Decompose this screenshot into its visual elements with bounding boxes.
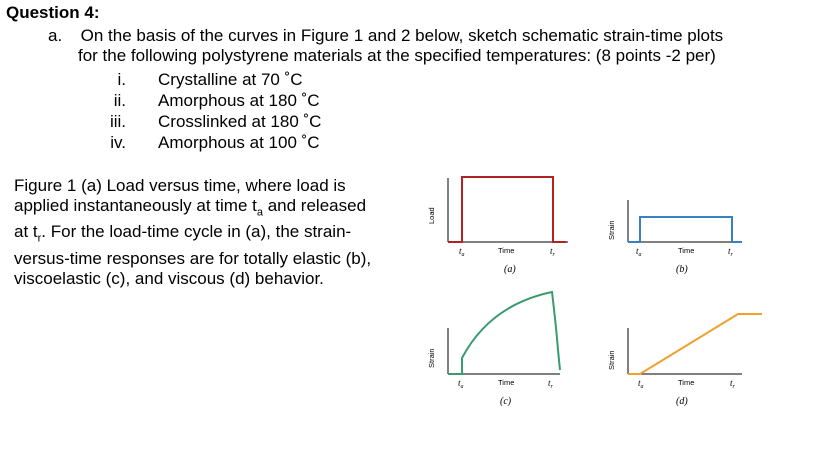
x-axis-label: Time xyxy=(678,246,695,255)
panel-c xyxy=(427,292,560,407)
item-text: Crystalline at 70 ˚C xyxy=(158,70,303,89)
ta-tick: $t_a$ xyxy=(636,246,642,258)
caption-line: Figure 1 (a) Load versus time, where load is xyxy=(14,176,346,195)
strain-curve xyxy=(448,292,560,374)
item-number: iv. xyxy=(110,133,126,152)
strain-curve xyxy=(628,217,742,242)
ta-tick: $t_a$ xyxy=(459,246,465,258)
prompt-text-1: On the basis of the curves in Figure 1 and 2 below, sketch schematic strain-time plots xyxy=(80,26,724,45)
panel-d xyxy=(607,314,762,407)
item-number: i. xyxy=(117,70,126,89)
prompt-line-1 xyxy=(48,26,723,46)
ta-tick: $t_a$ xyxy=(638,378,644,390)
panel-label: (c) xyxy=(500,396,512,407)
tr-tick: $t_r$ xyxy=(730,378,735,390)
y-axis-label: Strain xyxy=(607,350,616,370)
x-axis-label: Time xyxy=(678,378,695,387)
prompt-line-2: for the following polystyrene materials at the specified temperatures: (8 points -2 per) xyxy=(78,46,716,65)
caption-line: at $t_r$. For the load-time cycle in (a), the strain- xyxy=(14,222,352,245)
question-title: Question 4: xyxy=(6,3,100,22)
tr-tick: $t_r$ xyxy=(550,246,555,258)
panel-label: (d) xyxy=(676,396,688,407)
y-axis-label: Strain xyxy=(607,220,616,240)
x-axis-label: Time xyxy=(498,378,515,387)
ta-tick: $t_a$ xyxy=(458,378,464,390)
panel-label: (b) xyxy=(676,264,688,275)
tr-tick: $t_r$ xyxy=(548,378,553,390)
item-text: Amorphous at 180 ˚C xyxy=(158,91,320,110)
panel-a xyxy=(427,177,568,275)
panel-b xyxy=(607,200,742,275)
figure-caption xyxy=(14,176,371,289)
panel-label: (a) xyxy=(504,264,516,275)
item-text: Amorphous at 100 ˚C xyxy=(158,133,320,152)
strain-curve xyxy=(628,314,762,374)
load-curve xyxy=(448,177,566,242)
figure-1 xyxy=(400,160,780,420)
x-axis-label: Time xyxy=(498,246,515,255)
item-text: Crosslinked at 180 ˚C xyxy=(158,112,322,131)
caption-line: viscoelastic (c), and viscous (d) behavior. xyxy=(14,268,324,288)
y-axis-label: Load xyxy=(427,207,436,224)
y-axis-label: Strain xyxy=(427,348,436,368)
caption-line: applied instantaneously at time $t_a$ and released xyxy=(14,196,367,219)
item-number: iii. xyxy=(109,112,126,131)
caption-line: versus-time responses are for totally elastic (b), xyxy=(14,248,372,268)
item-number: ii. xyxy=(113,91,126,110)
tr-tick: $t_r$ xyxy=(728,246,733,258)
part-marker: a. xyxy=(48,26,63,45)
